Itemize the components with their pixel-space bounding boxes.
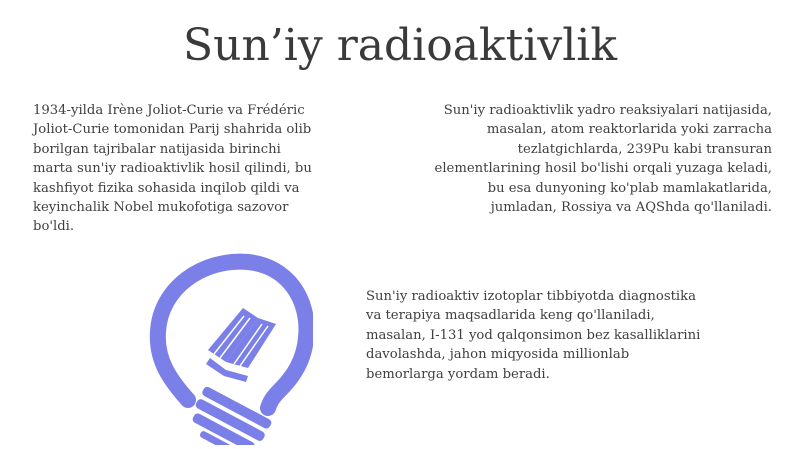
bulb-base — [183, 385, 273, 445]
paragraph-production: Sun'iy radioaktivlik yadro reaksiyalari natijasida, masalan, atom reaktorlarida yoki zarracha tezlatgichlarda, 239Pu kabi transuran elementlarining hosil bo'lishi orqali yuzaga keladi, bu esa dunyoning ko'plab mamlakatlarida, jumladan, Rossiya va AQShda qo'llaniladi. — [434, 103, 772, 216]
slide-title: Sun’iy radioaktivlik — [182, 20, 618, 71]
paragraph-history: 1934-yilda Irène Joliot-Curie va Frédéric Joliot-Curie tomonidan Parij shahrida olib borilgan tajribalar natijasida birinchi marta sun'iy radioaktivlik hosil qilindi, bu kashfiyot fizika sohasida inqilob qildi va keyinchalik Nobel mukofotiga sazovor bo'ldi. — [33, 103, 312, 235]
lightbulb-book-icon — [148, 250, 313, 445]
paragraph-medicine: Sun'iy radioaktiv izotoplar tibbiyotda diagnostika va terapiya maqsadlarida keng qo'llaniladi, masalan, I-131 yod qalqonsimon bez kasalliklarini davolashda, jahon miqyosida millionlab bemorlarga yordam beradi. — [366, 289, 701, 382]
book-icon — [206, 308, 276, 382]
